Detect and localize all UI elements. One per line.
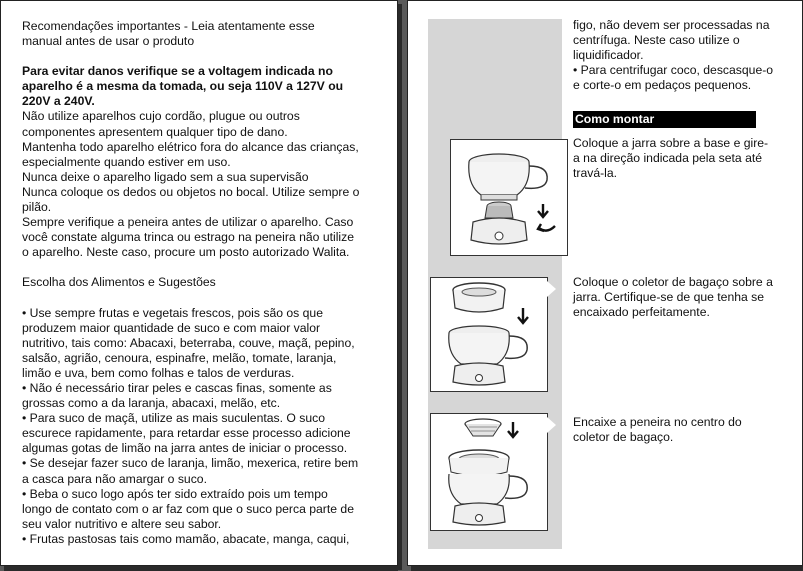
left-page	[0, 0, 398, 566]
continuation-line: e corte-o em pedaços pequenos.	[573, 78, 752, 93]
step-line: travá-la.	[573, 166, 618, 181]
step-line: Encaixe a peneira no centro do	[573, 415, 742, 429]
continuation-line: liquidificador.	[573, 48, 644, 63]
continuation-line: centrífuga. Neste caso utilize o	[573, 33, 740, 48]
tip-line: • Se desejar fazer suco de laranja, limão, mexerica, retire bem	[22, 456, 359, 471]
warning-line: você constate alguma trinca ou estrago na peneira não utilize	[22, 230, 354, 245]
step-1-text	[573, 136, 795, 181]
tip-line: grossas como a da laranja, abacaxi, melão, etc.	[22, 396, 281, 411]
tip-line: • Frutas pastosas tais como mamão, abacate, manga, caqui,	[22, 531, 350, 546]
left-column	[22, 19, 384, 547]
warning-line: componentes apresentem qualquer tipo de dano.	[22, 124, 288, 139]
figure-sieve-in-collector	[430, 413, 548, 531]
continuation-line: • Para centrifugar coco, descasque-o	[573, 63, 774, 78]
step-line: Coloque a jarra sobre a base e gire-	[573, 136, 769, 150]
tip-line: a casca para não amargar o suco.	[22, 471, 207, 486]
warning-line: Nunca deixe o aparelho ligado sem a sua supervisão	[22, 169, 309, 184]
callout-pointer	[548, 143, 557, 159]
tip-line: • Beba o suco logo após ter sido extraído pois um tempo	[22, 486, 328, 501]
callout-pointer	[547, 417, 556, 433]
tip-line: nutritivo, tais como: Abacaxi, beterraba, couve, maçã, pepino,	[22, 335, 355, 350]
voltage-warning-line: Para evitar danos verifique se a voltagem indicada no	[22, 64, 333, 79]
right-page	[407, 0, 803, 566]
tip-line: algumas gotas de limão na jarra antes de iniciar o processo.	[22, 441, 348, 456]
warning-line: o aparelho. Neste caso, procure um posto autorizado Walita.	[22, 245, 350, 260]
manual-title-line: manual antes de usar o produto	[22, 34, 195, 49]
warning-line: Sempre verifique a peneira antes de utilizar o aparelho. Caso	[22, 215, 354, 230]
tip-line: limão e uva, bem como folhas e talos de verduras.	[22, 365, 295, 380]
assembly-heading	[573, 111, 756, 128]
step-2-text	[573, 275, 795, 320]
figure-collector-on-jar	[430, 277, 548, 392]
step-line: a na direção indicada pela seta até	[573, 151, 763, 166]
sieve-in-collector-illustration	[431, 414, 547, 530]
tip-line: • Para suco de maçã, utilize as mais suculentas. O suco	[22, 411, 325, 426]
manual-title-line: Recomendações importantes - Leia atentamente esse	[22, 19, 315, 33]
tip-line: longo de contato com o ar faz com que o suco perca parte de	[22, 501, 354, 516]
tip-line: salsão, agrião, cenoura, espinafre, melão, tomate, laranja,	[22, 350, 337, 365]
assembly-heading-label: Como montar	[575, 112, 655, 126]
warning-line: Nunca coloque os dedos ou objetos no bocal. Utilize sempre o	[22, 184, 360, 199]
callout-pointer	[547, 281, 556, 297]
warning-line: pilão.	[22, 200, 52, 215]
continuation-line: figo, não devem ser processadas na	[573, 18, 770, 32]
warning-line: especialmente quando estiver em uso.	[22, 154, 231, 169]
collector-on-jar-illustration	[431, 278, 547, 391]
section-title: Escolha dos Alimentos e Sugestões	[22, 275, 216, 290]
step-line: encaixado perfeitamente.	[573, 305, 710, 320]
step-line: coletor de bagaço.	[573, 430, 674, 445]
tip-line: produzem maior quantidade de suco e com maior valor	[22, 320, 321, 335]
voltage-warning-line: aparelho é a mesma da tomada, ou seja 110V a 127V ou	[22, 79, 344, 94]
step-line: jarra. Certifique-se de que tenha se	[573, 290, 765, 305]
tip-line: escurece rapidamente, para retardar esse processo adicione	[22, 426, 351, 441]
tip-line: • Use sempre frutas e vegetais frescos, pois são os que	[22, 305, 323, 320]
step-line: Coloque o coletor de bagaço sobre a	[573, 275, 773, 289]
tip-line: • Não é necessário tirar peles e cascas finas, somente as	[22, 380, 332, 395]
warning-line: Não utilize aparelhos cujo cordão, plugue ou outros	[22, 109, 300, 124]
warning-line: Mantenha todo aparelho elétrico fora do alcance das crianças,	[22, 139, 359, 154]
voltage-warning-line: 220V a 240V.	[22, 94, 95, 109]
step-3-text	[573, 415, 795, 445]
tip-line: seu valor nutritivo e altere seu sabor.	[22, 516, 222, 531]
continuation-text	[573, 18, 795, 93]
